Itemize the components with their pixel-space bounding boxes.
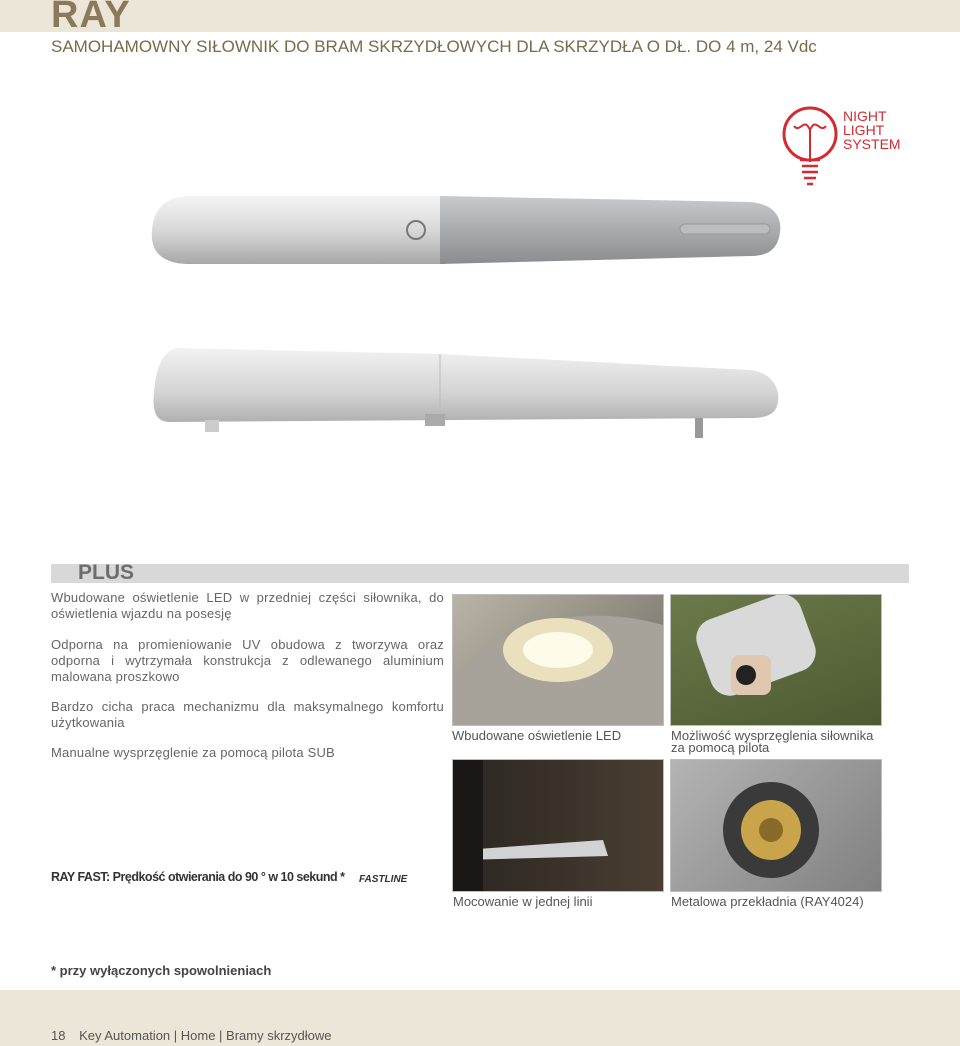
mount-image bbox=[453, 760, 663, 891]
feature-led: Wbudowane oświetlenie LED w przedniej części siłownika, do oświetlenia wjazdu na posesję bbox=[51, 590, 444, 621]
caption-release: Możliwość wysprzęglenia siłownika za pomocą pilota bbox=[671, 728, 874, 755]
photo-led bbox=[452, 594, 664, 726]
nls-line-1: NIGHT bbox=[843, 108, 887, 124]
photo-mount bbox=[452, 759, 664, 892]
product-side-view-image bbox=[150, 342, 790, 442]
footnote: * przy wyłączonych spowolnieniach bbox=[51, 963, 272, 978]
night-light-system-label bbox=[843, 109, 901, 151]
page-title: RAY bbox=[51, 0, 131, 36]
photo-release bbox=[670, 594, 882, 726]
led-light-image bbox=[453, 595, 663, 725]
plus-heading: PLUS bbox=[78, 561, 135, 584]
release-remote-image bbox=[671, 595, 881, 725]
page-subtitle: SAMOHAMOWNY SIŁOWNIK DO BRAM SKRZYDŁOWYCH DLA SKRZYDŁA O DŁ. DO 4 m, 24 Vdc bbox=[51, 37, 817, 56]
page-number: 18 bbox=[51, 1028, 66, 1043]
caption-led: Wbudowane oświetlenie LED bbox=[452, 728, 622, 743]
fastline-logo bbox=[357, 872, 443, 884]
footer-breadcrumb: Key Automation | Home | Bramy skrzydłowe bbox=[79, 1028, 332, 1043]
photo-gear bbox=[670, 759, 882, 892]
header-band bbox=[0, 0, 960, 32]
nls-line-2: LIGHT bbox=[843, 122, 885, 138]
feature-quiet: Bardzo cicha praca mechanizmu dla maksymalnego komfortu użytkowania bbox=[51, 699, 444, 730]
ray-fast-text: RAY FAST: Prędkość otwierania do 90 ° w 10 sekund * bbox=[51, 870, 345, 884]
nls-line-3: SYSTEM bbox=[843, 136, 901, 152]
fastline-logo-text: FASTLINE bbox=[359, 874, 408, 884]
caption-mount: Mocowanie w jednej linii bbox=[453, 894, 593, 909]
feature-release: Manualne wysprzęglenie za pomocą pilota SUB bbox=[51, 745, 335, 760]
feature-uv: Odporna na promieniowanie UV obudowa z tworzywa oraz odporna i wytrzymała konstrukcja z odlewanego aluminium malowana proszkowo bbox=[51, 637, 444, 684]
footer bbox=[51, 1028, 332, 1043]
plus-section-bar bbox=[51, 564, 909, 583]
product-top-view-image bbox=[150, 190, 790, 270]
gear-image bbox=[671, 760, 881, 891]
caption-gear: Metalowa przekładnia (RAY4024) bbox=[671, 894, 864, 909]
